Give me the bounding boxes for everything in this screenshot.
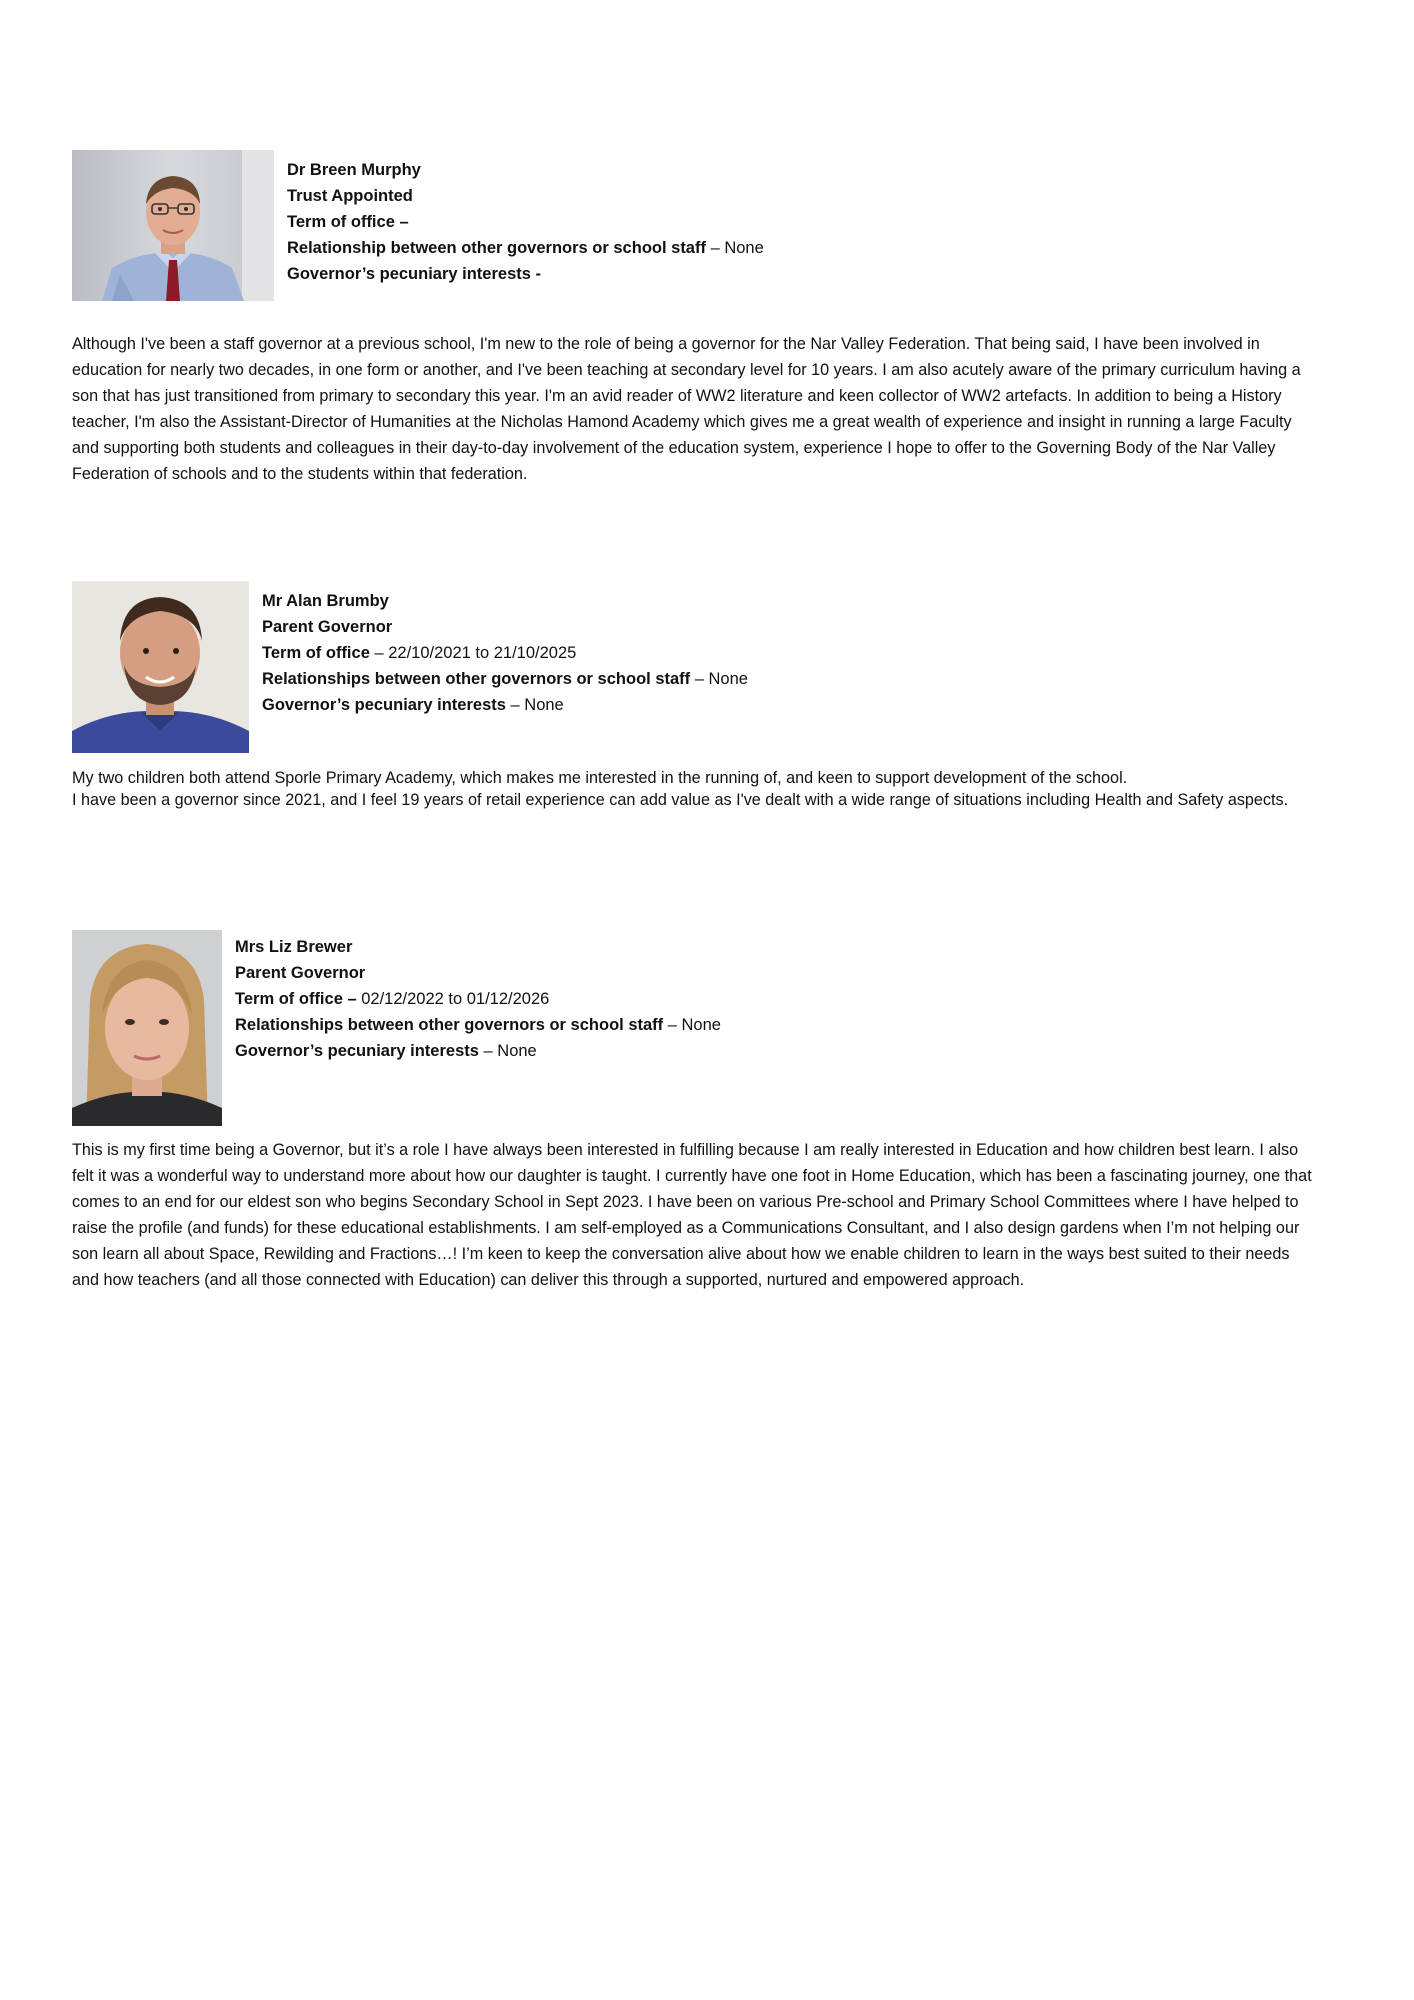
governor-name: Mr Alan Brumby <box>262 592 389 610</box>
woman-portrait-icon <box>72 930 222 1126</box>
term-of-office-value: 02/12/2022 to 01/12/2026 <box>356 990 550 1008</box>
term-of-office-label: Term of office <box>262 644 370 662</box>
governor-bio <box>72 1137 1312 1293</box>
governor-role: Trust Appointed <box>287 187 413 205</box>
pecuniary-interests-value: – None <box>505 696 564 714</box>
term-of-office-label: Term of office <box>235 990 343 1008</box>
pecuniary-interests-label: Governor’s pecuniary interests <box>287 265 531 283</box>
term-of-office-value: – 22/10/2021 to 21/10/2025 <box>369 644 577 662</box>
governor-name: Dr Breen Murphy <box>287 161 421 179</box>
man-portrait-icon <box>72 581 249 753</box>
relationship-value: – None <box>705 239 764 257</box>
bio-paragraph: Although I've been a staff governor at a previous school, I'm new to the role of being a governor for the Nar Valley Federation. That being said, I have been involved in education for nearly two decades, in one form or another, and I've been teaching at secondary level for 10 years. I am also acutely aware of the primary curriculum having a son that has just transitioned from primary to secondary this year. I'm an avid reader of WW2 literature and keen collector of WW2 artefacts. In addition to being a History teacher, I'm also the Assistant-Director of Humanities at the Nicholas Hamond Academy which gives me a great wealth of experience and insight in running a large Faculty and supporting both students and colleagues in their day-to-day involvement of the education system, experience I hope to offer to the Governing Body of the Nar Valley Federation of schools and to the students within that federation. <box>72 335 1301 483</box>
portrait-photo-liz-brewer <box>72 930 222 1126</box>
bio-paragraph: This is my first time being a Governor, but it’s a role I have always been interested in fulfilling because I am really interested in Education and how children best learn. I also felt it was a wonderful way to understand more about how our daughter is taught. I currently have one foot in Home Education, which has been a fascinating journey, one that comes to an end for our eldest son who begins Secondary School in Sept 2023. I have been on various Pre-school and Primary School Committees where I have helped to raise the profile (and funds) for these educational establishments. I am self-employed as a Communications Consultant, and I also design gardens when I’m not helping our son learn all about Space, Rewilding and Fractions…! I’m keen to keep the conversation alive about how we enable children to learn in the ways best suited to their needs and how teachers (and all those connected with Education) can deliver this through a supported, nurtured and empowered approach. <box>72 1141 1312 1289</box>
governor-bio <box>72 767 1312 811</box>
portrait-photo-breen-murphy <box>72 150 274 301</box>
term-of-office-dash: – <box>342 990 357 1008</box>
governor-role: Parent Governor <box>262 618 393 636</box>
pecuniary-interests-label: Governor’s pecuniary interests <box>235 1042 479 1060</box>
portrait-photo-alan-brumby <box>72 581 249 753</box>
governor-role: Parent Governor <box>235 964 366 982</box>
governor-details <box>235 934 721 1064</box>
term-of-office-label: Term of office <box>287 213 395 231</box>
relationship-label: Relationship between other governors or school staff <box>287 239 706 257</box>
governor-profile-breen-murphy <box>72 150 1322 490</box>
bio-paragraph: My two children both attend Sporle Primary Academy, which makes me interested in the running of, and keen to support development of the school. <box>72 769 1128 787</box>
pecuniary-interests-label: Governor’s pecuniary interests <box>262 696 506 714</box>
relationship-label: Relationships between other governors or school staff <box>235 1016 664 1034</box>
governor-bio <box>72 331 1312 487</box>
governor-details <box>287 157 764 287</box>
governor-details <box>262 588 748 718</box>
bio-paragraph: I have been a governor since 2021, and I feel 19 years of retail experience can add value as I've dealt with a wide range of situations including Health and Safety aspects. <box>72 791 1289 809</box>
pecuniary-interests-value: - <box>530 265 542 283</box>
relationship-value: – None <box>663 1016 721 1034</box>
governor-profile-liz-brewer <box>72 930 1322 1330</box>
relationship-value: – None <box>690 670 748 688</box>
man-portrait-icon <box>72 150 274 301</box>
pecuniary-interests-value: – None <box>478 1042 537 1060</box>
term-of-office-value: – <box>394 213 409 231</box>
governor-name: Mrs Liz Brewer <box>235 938 353 956</box>
relationship-label: Relationships between other governors or school staff <box>262 670 691 688</box>
governor-profile-alan-brumby <box>72 581 1322 841</box>
